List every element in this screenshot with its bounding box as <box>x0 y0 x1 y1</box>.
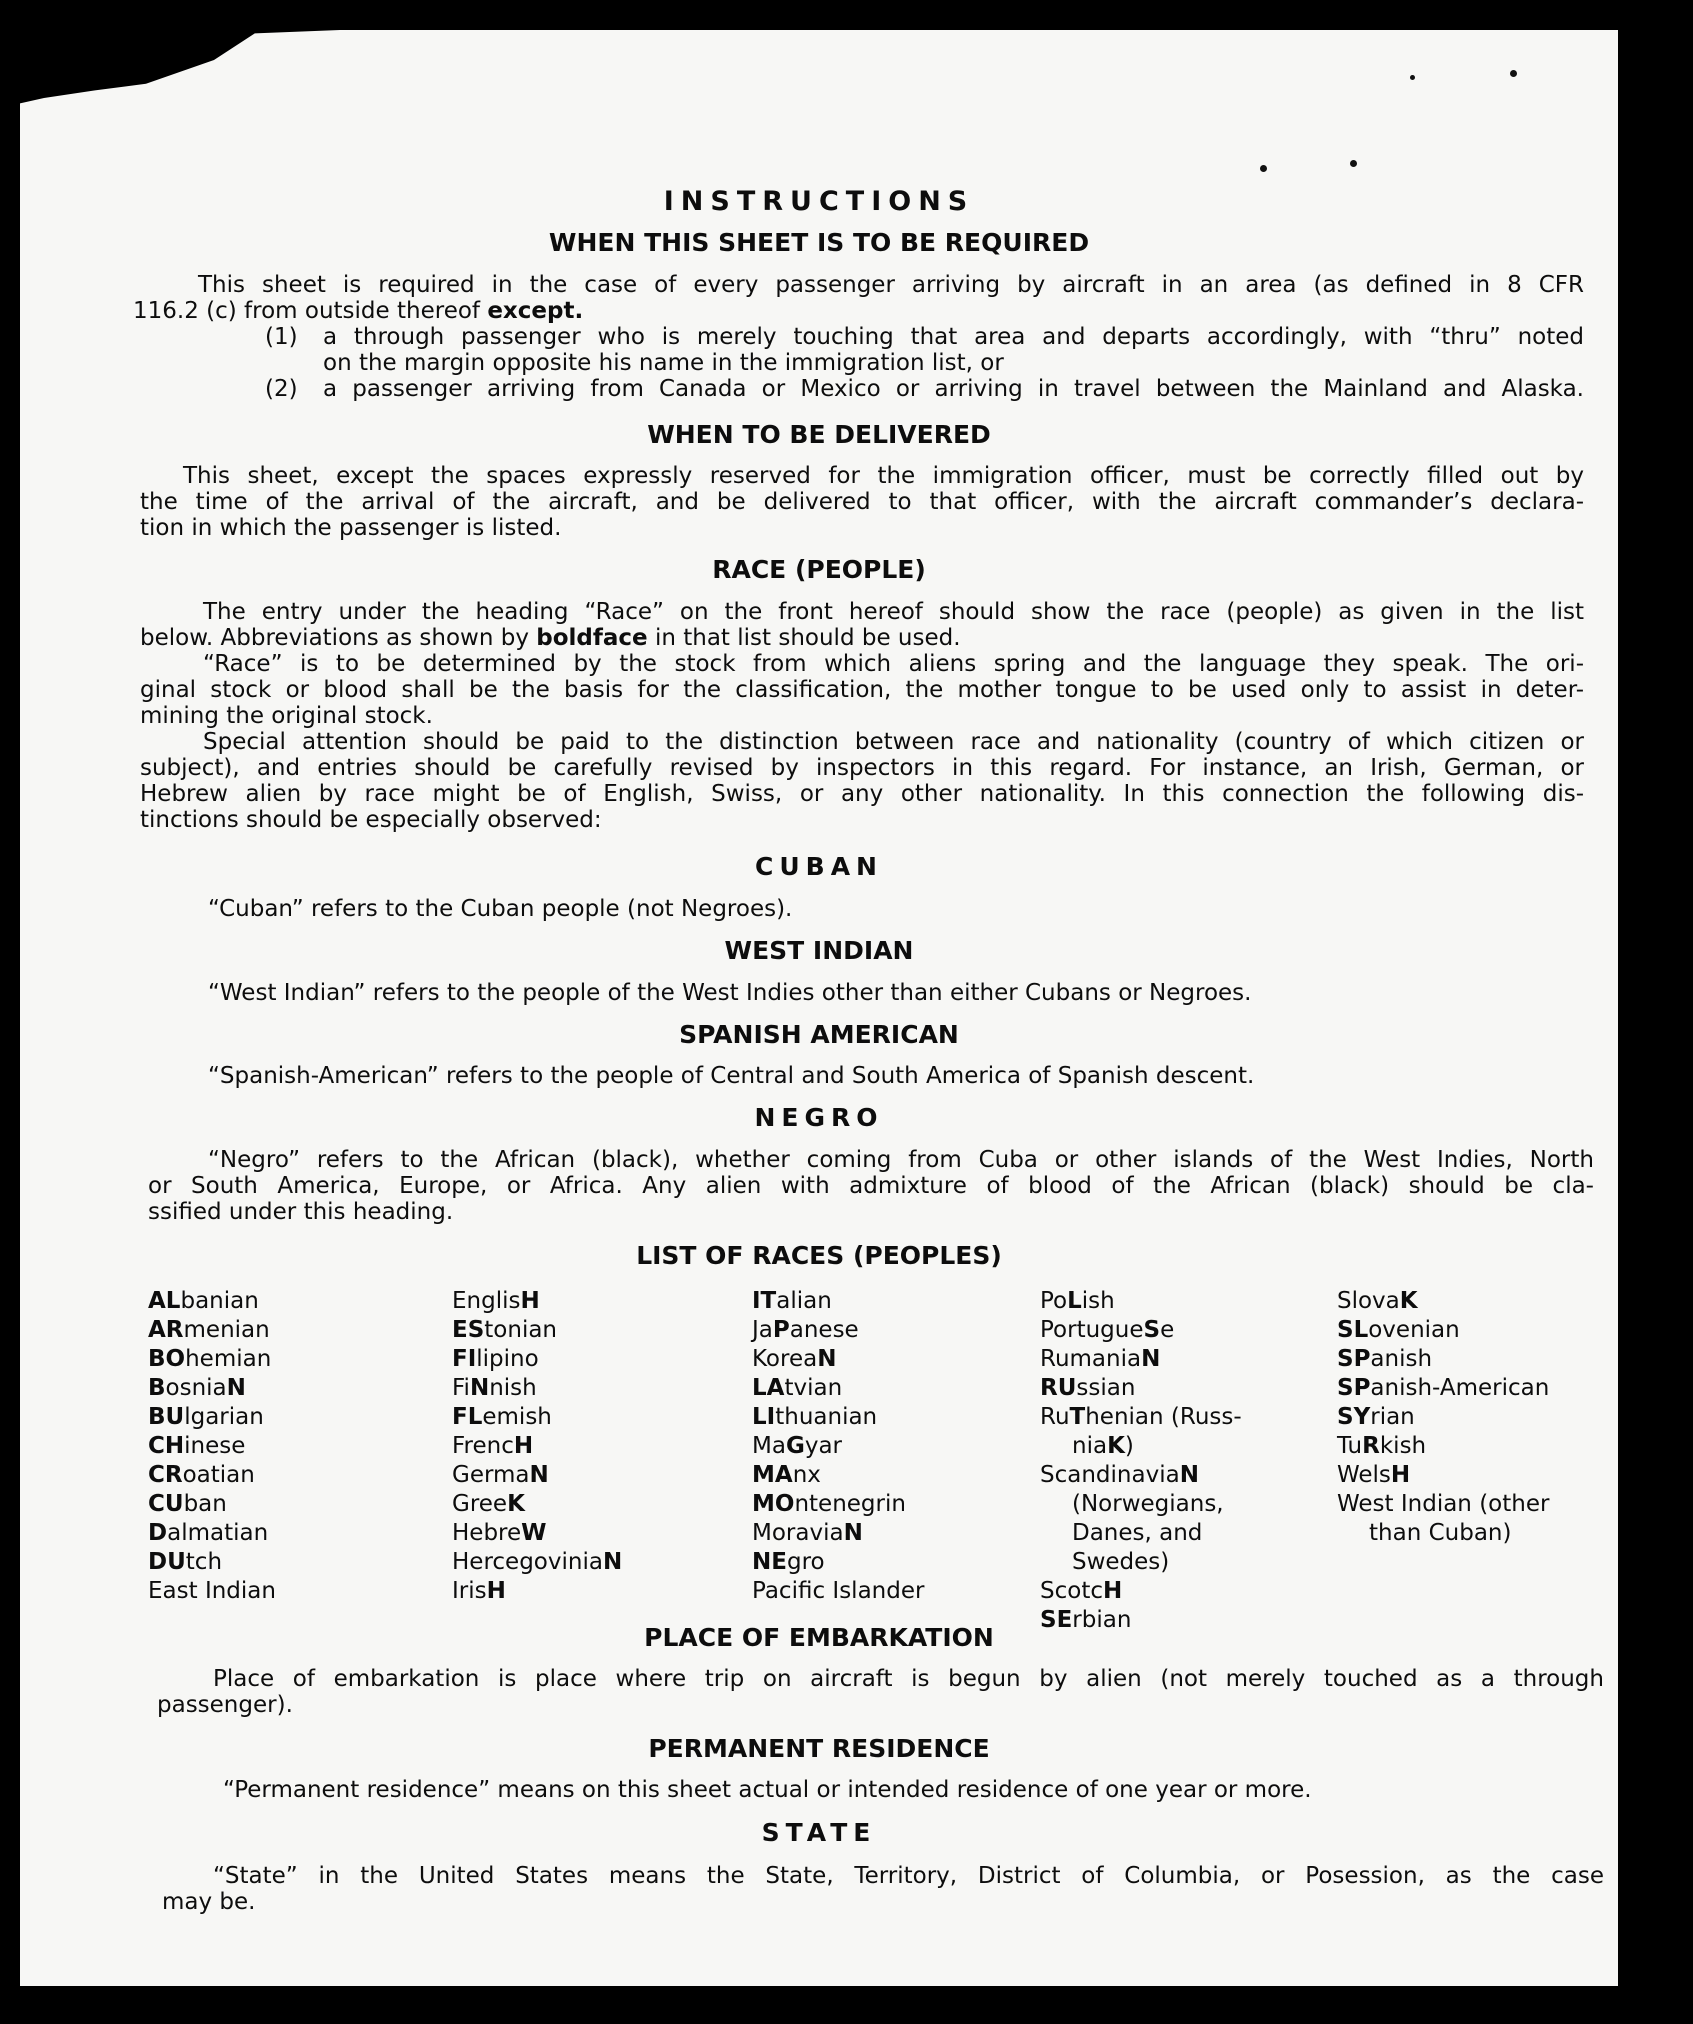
race-name-part: tonian <box>484 1317 558 1343</box>
race-abbreviation: FL <box>452 1404 483 1430</box>
race-name-part: Moravia <box>752 1520 844 1546</box>
race-name-part: emish <box>482 1404 552 1430</box>
race-list-item <box>452 1403 622 1432</box>
race-list-item <box>1040 1548 1242 1577</box>
race-list-item <box>752 1432 924 1461</box>
negro-line-3: ssified under this heading. <box>148 1199 454 1225</box>
race-list-item <box>752 1287 924 1316</box>
race-abbreviation: SL <box>1337 1317 1369 1343</box>
when-required-heading: WHEN THIS SHEET IS TO BE REQUIRED <box>548 228 1090 257</box>
embarkation-line-2: passenger). <box>157 1692 293 1718</box>
race-abbreviation: N <box>226 1375 246 1401</box>
race-abbreviation: AL <box>148 1288 181 1314</box>
race-name-part: inese <box>184 1433 246 1459</box>
race-list-item <box>452 1374 622 1403</box>
race-name-part: than Cuban) <box>1369 1520 1512 1546</box>
race-list-item <box>148 1490 276 1519</box>
race-abbreviation: BU <box>148 1404 185 1430</box>
race-name-part: banian <box>180 1288 259 1314</box>
race-name-part: Danes, and <box>1072 1520 1203 1546</box>
race-list-item <box>148 1461 276 1490</box>
document-page <box>20 30 1618 1986</box>
race-abbreviation: B <box>148 1375 166 1401</box>
race-name-part: Iris <box>452 1578 487 1604</box>
list-of-races-heading: LIST OF RACES (PEOPLES) <box>636 1241 1002 1270</box>
when-delivered-heading: WHEN TO BE DELIVERED <box>647 420 991 449</box>
race-line-3: “Race” is to be determined by the stock from which aliens spring and the language they speak. The ori- <box>203 651 1584 677</box>
race-abbreviation: RU <box>1040 1375 1077 1401</box>
when-delivered-line-3: tion in which the passenger is listed. <box>140 515 562 541</box>
race-name-part: henian (Russ- <box>1085 1404 1242 1430</box>
ink-speck <box>1410 75 1415 80</box>
race-abbreviation: AR <box>148 1317 184 1343</box>
race-abbreviation: H <box>486 1578 506 1604</box>
race-list-item <box>148 1519 276 1548</box>
race-list-item <box>452 1287 622 1316</box>
race-abbreviation: N <box>817 1346 837 1372</box>
race-list-item <box>148 1316 276 1345</box>
when-delivered-line-2: the time of the arrival of the aircraft, and be delivered to that officer, with the aircraft commander’s declara- <box>140 489 1584 515</box>
when-required-line-2: 116.2 (c) from outside thereof except. <box>133 298 584 324</box>
race-abbreviation: N <box>602 1549 623 1575</box>
race-abbreviation: N <box>529 1462 549 1488</box>
race-list-item <box>148 1345 276 1374</box>
race-list-item <box>452 1345 622 1374</box>
race-list-item <box>1337 1403 1549 1432</box>
race-abbreviation: ES <box>452 1317 485 1343</box>
race-list-item <box>148 1287 276 1316</box>
race-abbreviation: MA <box>752 1462 793 1488</box>
race-list-item <box>752 1461 924 1490</box>
instructions-title: INSTRUCTIONS <box>663 186 975 217</box>
race-name-part: Gree <box>452 1491 508 1517</box>
race-name-part: almatian <box>167 1520 269 1546</box>
race-name-part: nish <box>489 1375 537 1401</box>
race-name-part: gro <box>786 1549 825 1575</box>
race-list-item <box>1337 1345 1549 1374</box>
race-line-5: mining the original stock. <box>140 703 433 729</box>
race-name-part: Slova <box>1337 1288 1400 1314</box>
race-list-item <box>1040 1461 1242 1490</box>
spanish-american-text: “Spanish-American” refers to the people of Central and South America of Spanish descent. <box>208 1063 1255 1089</box>
race-list-item <box>752 1403 924 1432</box>
race-abbreviation: CU <box>148 1491 184 1517</box>
permanent-residence-text: “Permanent residence” means on this sheet actual or intended residence of one year or more. <box>223 1777 1312 1803</box>
state-line-2: may be. <box>162 1889 256 1915</box>
race-name-part: Po <box>1040 1288 1068 1314</box>
race-list-item <box>148 1577 276 1606</box>
item-2-line-1: a passenger arriving from Canada or Mexico or arriving in travel between the Mainland and Alaska. <box>323 376 1584 402</box>
race-name-part: ) <box>1124 1433 1134 1459</box>
race-abbreviation: SY <box>1337 1404 1371 1430</box>
races-column-3 <box>752 1287 924 1606</box>
race-abbreviation: SP <box>1337 1375 1371 1401</box>
race-name-part: Ru <box>1040 1404 1070 1430</box>
race-name-part: Swedes) <box>1072 1549 1170 1575</box>
race-abbreviation: K <box>507 1491 525 1517</box>
race-list-item <box>148 1374 276 1403</box>
race-line-2: below. Abbreviations as shown by boldface in that list should be used. <box>140 625 961 651</box>
races-column-1 <box>148 1287 276 1606</box>
cuban-heading: CUBAN <box>755 852 883 881</box>
item-1-number: (1) <box>265 324 298 350</box>
race-list-item <box>1337 1374 1549 1403</box>
ink-speck <box>1350 160 1357 167</box>
race-name-part: Rumania <box>1040 1346 1142 1372</box>
race-line-7: subject), and entries should be carefully revised by inspectors in this regard. For instance, an Irish, German, or <box>140 755 1584 781</box>
race-name-part: nia <box>1072 1433 1108 1459</box>
race-abbreviation: H <box>520 1288 540 1314</box>
west-indian-text: “West Indian” refers to the people of the West Indies other than either Cubans or Negroes. <box>208 980 1252 1006</box>
race-name-part: Wels <box>1337 1462 1391 1488</box>
race-name-part: Tu <box>1337 1433 1363 1459</box>
race-name-part: tvian <box>784 1375 843 1401</box>
embarkation-line-1: Place of embarkation is place where trip on aircraft is begun by alien (not merely touched as a through <box>213 1666 1604 1692</box>
race-list-item <box>1337 1287 1549 1316</box>
race-abbreviation: H <box>1390 1462 1411 1488</box>
race-name-part: lipino <box>476 1346 539 1372</box>
race-heading: RACE (PEOPLE) <box>712 555 926 584</box>
race-line-1: The entry under the heading “Race” on the front hereof should show the race (people) as given in the list <box>203 599 1584 625</box>
race-list-item <box>1337 1432 1549 1461</box>
race-name-part: Germa <box>452 1462 530 1488</box>
permanent-residence-heading: PERMANENT RESIDENCE <box>648 1734 990 1763</box>
state-heading: STATE <box>761 1818 877 1847</box>
race-name-part: anish <box>1370 1346 1433 1372</box>
race-abbreviation: IT <box>752 1288 777 1314</box>
race-abbreviation: G <box>785 1433 805 1459</box>
race-abbreviation: S <box>1143 1317 1161 1343</box>
race-list-item <box>148 1432 276 1461</box>
race-abbreviation: L <box>1067 1288 1082 1314</box>
race-abbreviation: BO <box>148 1346 186 1372</box>
when-required-line-1: This sheet is required in the case of every passenger arriving by aircraft in an area (as defined in 8 CFR <box>198 272 1584 298</box>
race-list-item <box>752 1577 924 1606</box>
race-name-part: yar <box>804 1433 843 1459</box>
race-name-part: osnia <box>165 1375 227 1401</box>
race-list-item <box>452 1519 622 1548</box>
race-name-part: ovenian <box>1368 1317 1460 1343</box>
race-name-part: lgarian <box>184 1404 264 1430</box>
race-line-8: Hebrew alien by race might be of English, Swiss, or any other nationality. In this connection the following dis- <box>140 781 1584 807</box>
race-list-item <box>752 1316 924 1345</box>
race-list-item <box>752 1345 924 1374</box>
race-name-part: rian <box>1370 1404 1415 1430</box>
item-2-number: (2) <box>265 376 298 402</box>
race-list-item <box>1040 1374 1242 1403</box>
race-list-item <box>452 1461 622 1490</box>
race-name-part: West Indian (other <box>1337 1491 1550 1517</box>
race-name-part: Hercegovinia <box>452 1549 603 1575</box>
race-abbreviation: N <box>469 1375 490 1401</box>
race-name-part: Ja <box>752 1317 773 1343</box>
race-list-item <box>1040 1345 1242 1374</box>
race-name-part: Frenc <box>452 1433 514 1459</box>
race-name-part: anese <box>789 1317 859 1343</box>
race-name-part: ban <box>183 1491 227 1517</box>
race-list-item <box>1040 1490 1242 1519</box>
race-list-item <box>1337 1316 1549 1345</box>
west-indian-heading: WEST INDIAN <box>724 936 914 965</box>
race-name-part: hemian <box>185 1346 272 1372</box>
race-list-item <box>1040 1316 1242 1345</box>
race-abbreviation: LA <box>752 1375 785 1401</box>
race-abbreviation: R <box>1362 1433 1380 1459</box>
race-name-part: anish-American <box>1370 1375 1550 1401</box>
race-name-part: Portugue <box>1040 1317 1144 1343</box>
race-name-part: oatian <box>182 1462 255 1488</box>
race-abbreviation: N <box>1179 1462 1199 1488</box>
race-abbreviation: N <box>843 1520 863 1546</box>
race-line-9: tinctions should be especially observed: <box>140 807 602 833</box>
torn-corner <box>20 30 350 117</box>
race-abbreviation: SE <box>1040 1607 1073 1633</box>
race-list-item <box>752 1374 924 1403</box>
race-line-6: Special attention should be paid to the distinction between race and nationality (country of which citizen or <box>203 729 1584 755</box>
race-abbreviation: SP <box>1337 1346 1371 1372</box>
item-1-line-1: a through passenger who is merely touching that area and departs accordingly, with “thru” noted <box>323 324 1584 350</box>
race-abbreviation: MO <box>752 1491 795 1517</box>
negro-heading: NEGRO <box>754 1103 884 1132</box>
negro-line-2: or South America, Europe, or Africa. Any alien with admixture of blood of the African (black) should be cla- <box>148 1173 1594 1199</box>
race-name-part: Scandinavia <box>1040 1462 1180 1488</box>
race-abbreviation: H <box>1102 1578 1123 1604</box>
race-name-part: tch <box>185 1549 223 1575</box>
race-abbreviation: P <box>772 1317 790 1343</box>
negro-line-1: “Negro” refers to the African (black), whether coming from Cuba or other islands of the West Indies, North <box>208 1147 1594 1173</box>
race-list-item <box>752 1490 924 1519</box>
races-column-4 <box>1040 1287 1242 1635</box>
race-name-part: menian <box>183 1317 270 1343</box>
race-name-part: alian <box>776 1288 832 1314</box>
spanish-american-heading: SPANISH AMERICAN <box>679 1020 959 1049</box>
race-name-part: Hebre <box>452 1520 522 1546</box>
race-list-item <box>1040 1519 1242 1548</box>
race-name-part: kish <box>1379 1433 1427 1459</box>
race-name-part: ntenegrin <box>794 1491 906 1517</box>
race-name-part: (Norwegians, <box>1072 1491 1224 1517</box>
state-line-1: “State” in the United States means the State, Territory, District of Columbia, or Posession, as the case <box>213 1863 1604 1889</box>
race-list-item <box>1337 1519 1549 1548</box>
race-list-item <box>1337 1490 1549 1519</box>
race-name-part: Korea <box>752 1346 818 1372</box>
race-name-part: Fi <box>452 1375 470 1401</box>
race-abbreviation: W <box>521 1520 547 1546</box>
race-abbreviation: K <box>1399 1288 1418 1314</box>
ink-speck <box>1510 70 1517 77</box>
race-list-item <box>148 1403 276 1432</box>
race-line-4: ginal stock or blood shall be the basis for the classification, the mother tongue to be used only to assist in deter- <box>140 677 1584 703</box>
race-list-item <box>452 1490 622 1519</box>
race-abbreviation: CH <box>148 1433 185 1459</box>
race-list-item <box>452 1577 622 1606</box>
race-list-item <box>752 1548 924 1577</box>
race-abbreviation: N <box>1141 1346 1161 1372</box>
race-list-item <box>1040 1287 1242 1316</box>
race-abbreviation: LI <box>752 1404 776 1430</box>
race-name-part: e <box>1160 1317 1175 1343</box>
race-list-item <box>1040 1403 1242 1432</box>
race-name-part: rbian <box>1072 1607 1132 1633</box>
race-name-part: thuanian <box>775 1404 878 1430</box>
race-abbreviation: D <box>148 1520 168 1546</box>
race-list-item <box>1040 1577 1242 1606</box>
race-name-part: East Indian <box>148 1578 276 1604</box>
race-list-item <box>452 1432 622 1461</box>
item-1-line-2: on the margin opposite his name in the immigration list, or <box>323 350 1004 376</box>
race-abbreviation: CR <box>148 1462 183 1488</box>
race-list-item <box>1040 1432 1242 1461</box>
race-name-part: Englis <box>452 1288 521 1314</box>
race-abbreviation: H <box>513 1433 534 1459</box>
race-abbreviation: T <box>1069 1404 1086 1430</box>
races-column-2 <box>452 1287 622 1606</box>
race-name-part: Pacific Islander <box>752 1578 925 1604</box>
race-name-part: Ma <box>752 1433 786 1459</box>
race-list-item <box>148 1548 276 1577</box>
race-list-item <box>452 1548 622 1577</box>
race-list-item <box>752 1519 924 1548</box>
race-abbreviation: NE <box>752 1549 787 1575</box>
race-abbreviation: FI <box>452 1346 477 1372</box>
ink-speck <box>1260 165 1267 172</box>
race-name-part: nx <box>792 1462 821 1488</box>
race-name-part: ish <box>1081 1288 1115 1314</box>
race-abbreviation: DU <box>148 1549 186 1575</box>
when-delivered-line-1: This sheet, except the spaces expressly reserved for the immigration officer, must be correctly filled out by <box>183 463 1584 489</box>
place-of-embarkation-heading: PLACE OF EMBARKATION <box>644 1623 994 1652</box>
race-list-item <box>1337 1461 1549 1490</box>
cuban-text: “Cuban” refers to the Cuban people (not Negroes). <box>208 896 793 922</box>
races-column-5 <box>1337 1287 1549 1548</box>
race-name-part: Scotc <box>1040 1578 1103 1604</box>
race-list-item <box>452 1316 622 1345</box>
race-name-part: ssian <box>1076 1375 1136 1401</box>
race-abbreviation: K <box>1107 1433 1125 1459</box>
